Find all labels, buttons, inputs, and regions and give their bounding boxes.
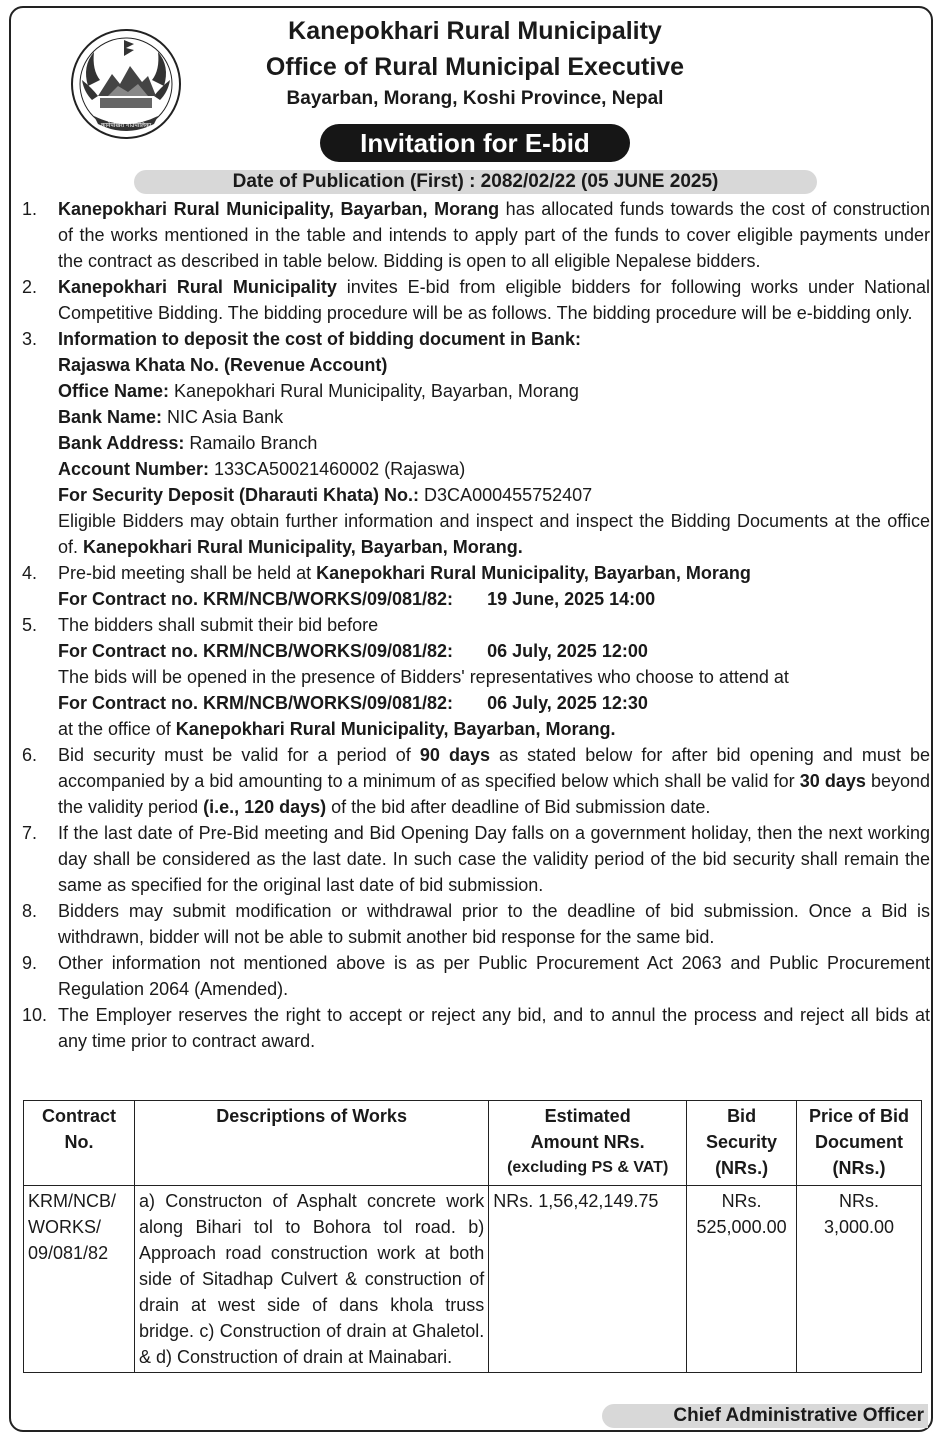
- field-value: Ramailo Branch: [184, 433, 318, 453]
- office-address: Bayarban, Morang, Koshi Province, Nepal: [286, 88, 664, 109]
- office-name: Office of Rural Municipal Executive: [265, 53, 685, 81]
- clause-text-bold: (i.e., 120 days): [203, 797, 327, 817]
- bank-name-row: [58, 404, 930, 430]
- security-deposit-row: [58, 482, 930, 508]
- clause-text-bold: Kanepokhari Rural Municipality, Bayarban, Morang.: [175, 719, 616, 739]
- clause-note: [58, 508, 930, 560]
- contract-no-cell: [24, 1186, 135, 1373]
- clause-6: [22, 742, 930, 820]
- clause-text-bold: Kanepokhari Rural Municipality, Bayarban, Morang: [58, 199, 500, 219]
- header-text: Price of Bid: [809, 1106, 910, 1126]
- header-text: Security: [706, 1132, 778, 1152]
- field-label: For Security Deposit (Dharauti Khata) No.:: [58, 485, 420, 505]
- col-description: [134, 1101, 488, 1186]
- notice-body: [22, 196, 930, 1054]
- clause-number: 9.: [22, 953, 38, 973]
- col-contract-no: [24, 1101, 135, 1186]
- contract-ref: For Contract no. KRM/NCB/WORKS/09/081/82:: [58, 693, 454, 713]
- clause-text: The bids will be opened in the presence of Bidders' representatives who choose to attend at: [58, 667, 789, 687]
- submission-date: 06 July, 2025 12:00: [487, 641, 648, 661]
- bid-security-cell: [687, 1186, 797, 1373]
- contract-ref: For Contract no. KRM/NCB/WORKS/09/081/82:: [58, 641, 454, 661]
- clause-number: 2.: [22, 277, 38, 297]
- prebid-date: 19 June, 2025 14:00: [487, 589, 656, 609]
- clause-text: The bidders shall submit their bid before: [58, 615, 379, 635]
- clause-text-bold: Kanepokhari Rural Municipality, Bayarban, Morang: [316, 563, 751, 583]
- clause-number: 4.: [22, 563, 38, 583]
- clause-number: 7.: [22, 823, 38, 843]
- signatory: Chief Administrative Officer: [602, 1404, 928, 1428]
- document-price-cell: [797, 1186, 922, 1373]
- notice-title: Invitation for E-bid: [320, 124, 630, 162]
- header-text: No.: [64, 1132, 94, 1152]
- clause-text: Bid security must be valid for a period of: [58, 745, 420, 765]
- header-text: (NRs.): [832, 1158, 886, 1178]
- clause-text: If the last date of Pre-Bid meeting and Bid Opening Day falls on a government holiday, then the next working day shall be considered as the last date. In such case the validity period of the bid security shall remain the same as specified for the original last date of bid submission.: [58, 823, 930, 895]
- bank-info-heading: Information to deposit the cost of bidding document in Bank:: [58, 329, 581, 349]
- clause-number: 3.: [22, 329, 38, 349]
- clause-text: Other information not mentioned above is as per Public Procurement Act 2063 and Public Procurement Regulation 2064 (Amended).: [58, 953, 930, 999]
- field-value: NIC Asia Bank: [162, 407, 284, 427]
- description-cell: a) Constructon of Asphalt concrete work along Bihari tol to Bohora tol road. b) Approach road construction work at both side of Sitadhap Culvert & construction of drain at west side of dans khola truss bridge. c) Construction of drain at Ghaletol. & d) Construction of drain at Mainabari.: [134, 1186, 488, 1373]
- clause-text: as stated below for after bid opening and must be accompanied by a bid amounting to a minimum of as specified below which shall be valid for: [58, 745, 930, 791]
- cell-text: 09/081/82: [28, 1243, 109, 1263]
- clause-text-bold: 30 days: [799, 771, 866, 791]
- cell-text: NRs.: [721, 1191, 762, 1211]
- field-label: Bank Name:: [58, 407, 163, 427]
- clause-number: 1.: [22, 199, 38, 219]
- cell-text: 3,000.00: [823, 1217, 895, 1237]
- header-text: Contract: [41, 1106, 116, 1126]
- cell-text: WORKS/: [28, 1217, 102, 1237]
- clause-number: 5.: [22, 615, 38, 635]
- office-name-row: [58, 378, 930, 404]
- account-number-row: [58, 456, 930, 482]
- clause-text: of the bid after deadline of Bid submission date.: [326, 797, 711, 817]
- works-table: [23, 1100, 922, 1373]
- table-header-row: [24, 1101, 922, 1186]
- clause-text-bold: Kanepokhari Rural Municipality, Bayarban, Morang.: [83, 537, 523, 557]
- field-label: Office Name:: [58, 381, 170, 401]
- opening-schedule: [58, 690, 930, 716]
- clause-1: [22, 196, 930, 274]
- clause-text: Bidders may submit modification or withdrawal prior to the deadline of bid submission. Once a Bid is withdrawn, bidder will not be able to submit another bid response for the same bid.: [58, 901, 930, 947]
- bank-address-row: [58, 430, 930, 456]
- clause-text: Eligible Bidders may obtain further information and inspect and inspect the Bidding Documents at the office of.: [58, 511, 930, 557]
- clause-8: [22, 898, 930, 950]
- clause-text-bold: Kanepokhari Rural Municipality: [58, 277, 337, 297]
- opening-date: 06 July, 2025 12:30: [487, 693, 648, 713]
- clause-text: has allocated funds towards the cost of construction of the works mentioned in the table and intends to apply part of the funds to cover eligible payments under the contract as described in table below. Bidding is open to all eligible Nepalese bidders.: [58, 199, 930, 271]
- account-type: Rajaswa Khata No. (Revenue Account): [58, 355, 388, 375]
- clause-7: [22, 820, 930, 898]
- field-value: Kanepokhari Rural Municipality, Bayarban, Morang: [169, 381, 579, 401]
- field-value: 133CA50021460002 (Rajaswa): [209, 459, 466, 479]
- table-row: [24, 1186, 922, 1373]
- seal-text: कानेपोखरी गाउँपालिका: [100, 122, 152, 129]
- header-text: (excluding PS & VAT): [507, 1159, 669, 1176]
- col-document-price: [797, 1101, 922, 1186]
- clause-2: [22, 274, 930, 326]
- clause-text: at the office of: [58, 719, 176, 739]
- clause-number: 6.: [22, 745, 38, 765]
- clause-number: 8.: [22, 901, 38, 921]
- clause-4: [22, 560, 930, 612]
- header-text: Amount NRs.: [530, 1132, 645, 1152]
- contract-ref: For Contract no. KRM/NCB/WORKS/09/081/82:: [58, 589, 454, 609]
- publication-date: Date of Publication (First) : 2082/02/22 (05 JUNE 2025): [134, 170, 817, 194]
- field-label: Bank Address:: [58, 433, 185, 453]
- estimated-amount-cell: NRs. 1,56,42,149.75: [489, 1186, 687, 1373]
- header-text: Estimated: [544, 1106, 631, 1126]
- cell-text: 525,000.00: [696, 1217, 787, 1237]
- cell-text: KRM/NCB/: [28, 1191, 117, 1211]
- cell-text: NRs.: [839, 1191, 880, 1211]
- clause-text: Pre-bid meeting shall be held at: [58, 563, 317, 583]
- clause-5: [22, 612, 930, 742]
- clause-3: [22, 326, 930, 560]
- header-text: Bid: [727, 1106, 757, 1126]
- submission-schedule: [58, 638, 930, 664]
- clause-10: [22, 1002, 930, 1054]
- clause-text: The Employer reserves the right to accept or reject any bid, and to annul the process and reject all bids at any time prior to contract award.: [58, 1005, 930, 1051]
- prebid-schedule: [58, 586, 930, 612]
- header-text: Document: [815, 1132, 904, 1152]
- clause-text: beyond the validity period: [58, 771, 930, 817]
- municipality-name: Kanepokhari Rural Municipality: [288, 17, 662, 45]
- clause-text: invites E-bid from eligible bidders for following works under National Competitive Bidding. The bidding procedure will be as follows. The bidding procedure will be e-bidding only.: [58, 277, 930, 323]
- field-value: D3CA000455752407: [419, 485, 593, 505]
- clause-9: [22, 950, 930, 1002]
- col-bid-security: [687, 1101, 797, 1186]
- clause-text-bold: 90 days: [419, 745, 490, 765]
- field-label: Account Number:: [58, 459, 210, 479]
- header-text: (NRs.): [715, 1158, 769, 1178]
- clause-number: 10.: [22, 1005, 48, 1025]
- col-estimated-amount: [489, 1101, 687, 1186]
- header-text: Descriptions of Works: [216, 1106, 407, 1126]
